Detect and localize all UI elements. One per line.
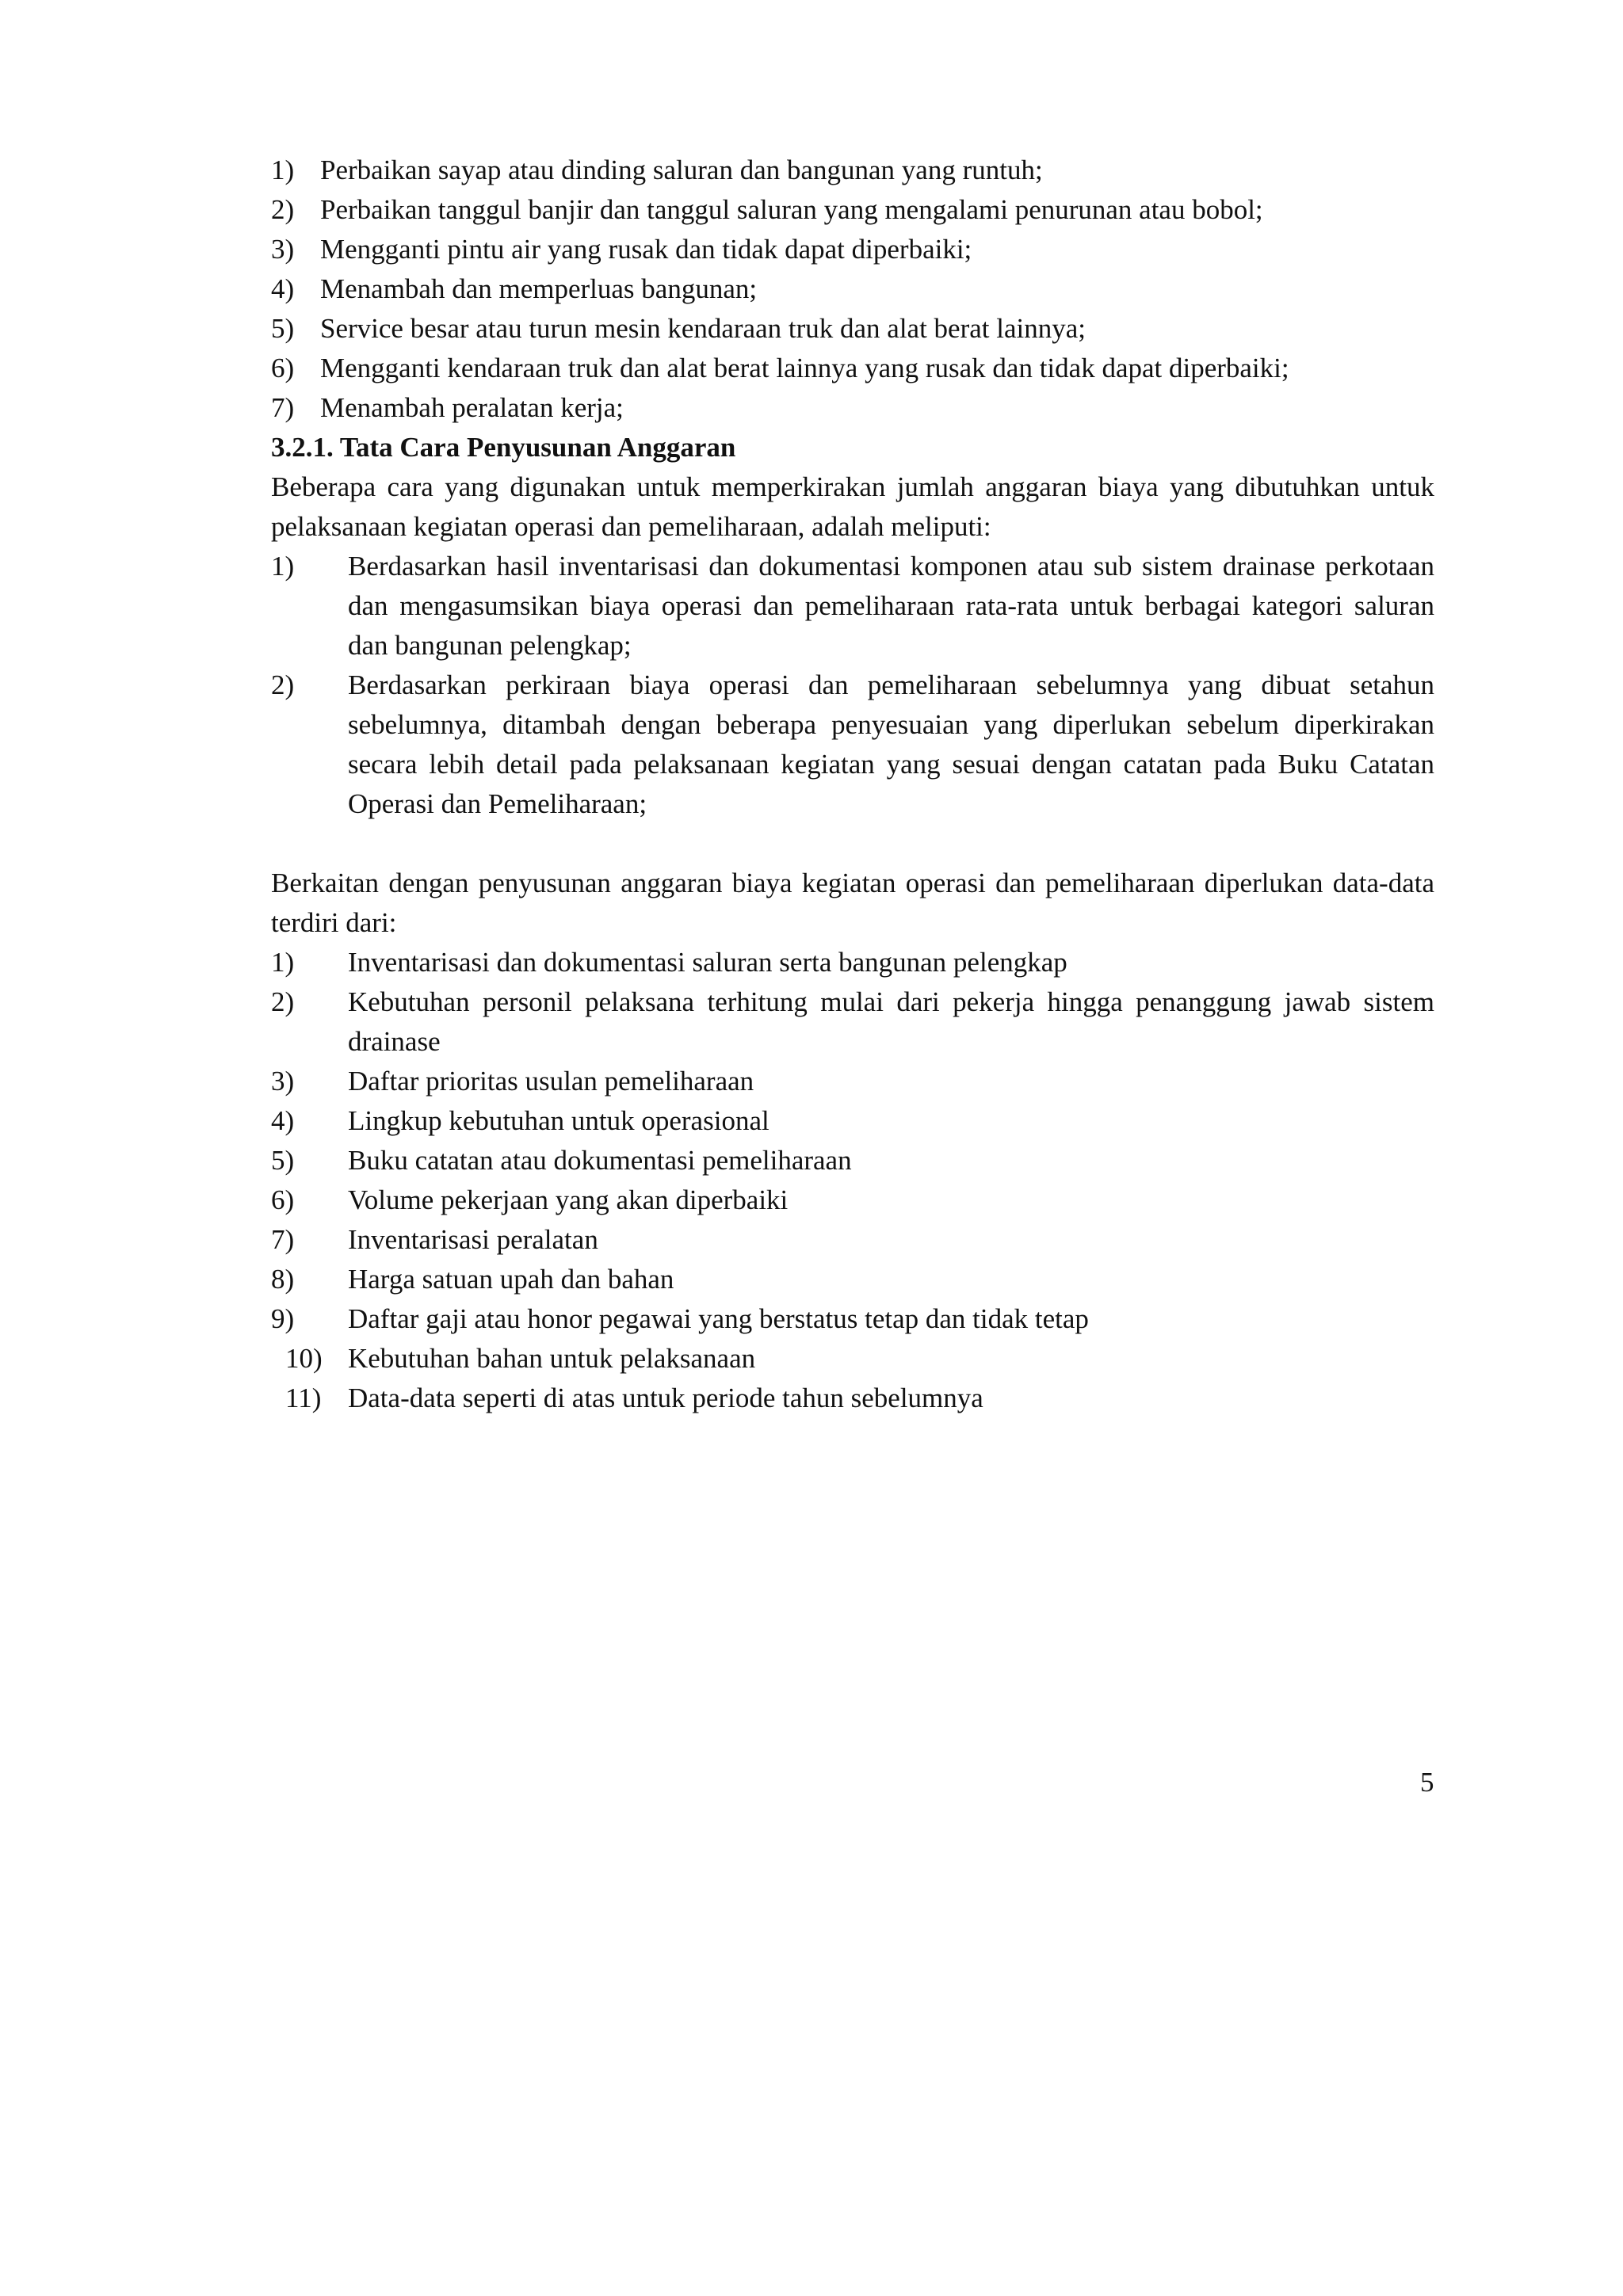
- list-number: 2): [271, 194, 295, 225]
- list-item: [271, 1339, 1434, 1379]
- list-item: [271, 269, 1434, 309]
- list-item: [271, 1260, 1434, 1299]
- list-item: [271, 349, 1434, 388]
- list-number: 1): [271, 154, 295, 185]
- list-number: 10): [285, 1343, 323, 1374]
- list-item: [271, 943, 1434, 982]
- page-number: 5: [1420, 1767, 1434, 1798]
- list-number: 2): [271, 986, 295, 1017]
- repair-list: [271, 151, 1434, 428]
- list-text: Menambah dan memperluas bangunan;: [320, 273, 758, 304]
- list-text: Mengganti kendaraan truk dan alat berat lainnya yang rusak dan tidak dapat diperbaiki;: [320, 353, 1289, 383]
- list-text: Buku catatan atau dokumentasi pemeliharaan: [348, 1145, 852, 1176]
- list-number: 7): [271, 1224, 295, 1255]
- section-heading: 3.2.1. Tata Cara Penyusunan Anggaran: [271, 432, 736, 463]
- list-item: [271, 1101, 1434, 1141]
- list-item: [271, 190, 1434, 230]
- list-text: Berdasarkan perkiraan biaya operasi dan pemeliharaan sebelumnya yang dibuat setahun sebelumnya, ditambah dengan beberapa penyesuaian yang diperlukan sebelum diperkirakan secara lebih detail pada pelaksanaan kegiatan yang sesuai dengan catatan pada Buku Catatan Operasi dan Pemeliharaan;: [348, 669, 1434, 819]
- list-text: Mengganti pintu air yang rusak dan tidak dapat diperbaiki;: [320, 234, 972, 265]
- section-intro: Beberapa cara yang digunakan untuk memperkirakan jumlah anggaran biaya yang dibutuhkan untuk pelaksanaan kegiatan operasi dan pemeliharaan, adalah meliputi:: [271, 471, 1434, 542]
- list-text: Harga satuan upah dan bahan: [348, 1264, 674, 1295]
- list-number: 1): [271, 947, 295, 978]
- list-number: 1): [271, 551, 295, 582]
- list-number: 9): [271, 1303, 295, 1334]
- list-number: 5): [271, 313, 295, 344]
- data-requirements-list: [271, 943, 1434, 1418]
- list-number: 6): [271, 353, 295, 383]
- list-item: [271, 309, 1434, 349]
- list-number: 7): [271, 392, 295, 423]
- page-content: [271, 151, 1434, 1418]
- list-text: Perbaikan tanggul banjir dan tanggul saluran yang mengalami penurunan atau bobol;: [320, 194, 1263, 225]
- list-text: Service besar atau turun mesin kendaraan truk dan alat berat lainnya;: [320, 313, 1086, 344]
- list-item: [271, 666, 1434, 824]
- list-text: Berdasarkan hasil inventarisasi dan dokumentasi komponen atau sub sistem drainase perkotaan dan mengasumsikan biaya operasi dan pemeliharaan rata-rata untuk berbagai kategori saluran dan bangunan pelengkap;: [348, 551, 1434, 661]
- budget-methods-list: [271, 547, 1434, 824]
- list-item: [271, 388, 1434, 428]
- list-item: [271, 151, 1434, 190]
- list-number: 3): [271, 1066, 295, 1097]
- list-text: Kebutuhan personil pelaksana terhitung mulai dari pekerja hingga penanggung jawab sistem drainase: [348, 986, 1434, 1057]
- list-item: [271, 1299, 1434, 1339]
- list-item: [271, 230, 1434, 269]
- list-item: [271, 1062, 1434, 1101]
- list-number: 4): [271, 1105, 295, 1136]
- list-text: Daftar gaji atau honor pegawai yang berstatus tetap dan tidak tetap: [348, 1303, 1089, 1334]
- list-text: Volume pekerjaan yang akan diperbaiki: [348, 1184, 789, 1215]
- list-text: Data-data seperti di atas untuk periode tahun sebelumnya: [348, 1383, 983, 1413]
- list-number: 5): [271, 1145, 295, 1176]
- list-item: [271, 982, 1434, 1062]
- list-item: [271, 1141, 1434, 1180]
- data-intro: Berkaitan dengan penyusunan anggaran biaya kegiatan operasi dan pemeliharaan diperlukan data-data terdiri dari:: [271, 868, 1434, 938]
- list-item: [271, 1220, 1434, 1260]
- list-text: Daftar prioritas usulan pemeliharaan: [348, 1066, 754, 1097]
- list-number: 11): [285, 1383, 322, 1413]
- list-item: [271, 547, 1434, 666]
- list-number: 3): [271, 234, 295, 265]
- list-text: Inventarisasi peralatan: [348, 1224, 598, 1255]
- list-text: Menambah peralatan kerja;: [320, 392, 624, 423]
- list-text: Lingkup kebutuhan untuk operasional: [348, 1105, 769, 1136]
- list-number: 8): [271, 1264, 295, 1295]
- list-number: 2): [271, 669, 295, 700]
- list-text: Perbaikan sayap atau dinding saluran dan bangunan yang runtuh;: [320, 154, 1043, 185]
- list-number: 4): [271, 273, 295, 304]
- list-text: Inventarisasi dan dokumentasi saluran serta bangunan pelengkap: [348, 947, 1067, 978]
- list-number: 6): [271, 1184, 295, 1215]
- list-item: [271, 1180, 1434, 1220]
- list-text: Kebutuhan bahan untuk pelaksanaan: [348, 1343, 756, 1374]
- list-item: [271, 1379, 1434, 1418]
